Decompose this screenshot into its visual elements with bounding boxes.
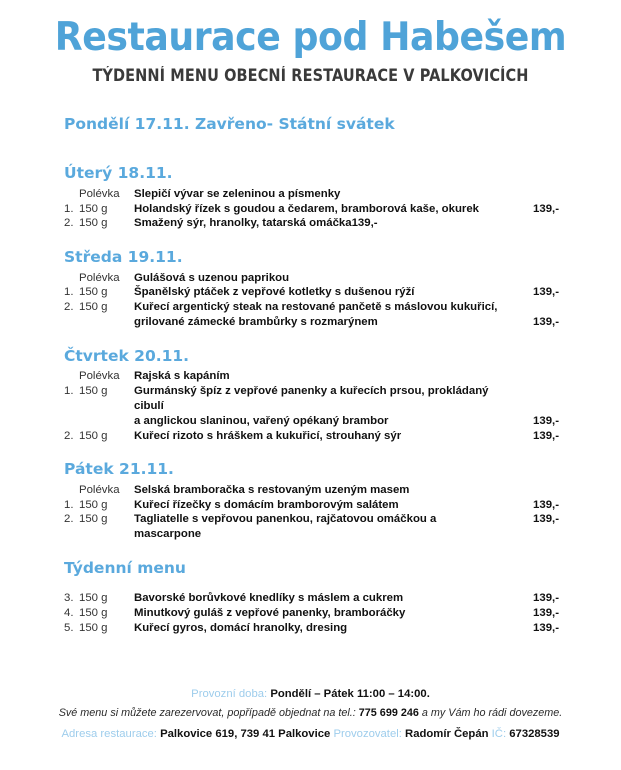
day-heading: Čtvrtek 20.11. [64, 346, 190, 365]
hours-value: Pondělí – Pátek 11:00 – 14:00 [270, 687, 427, 700]
menu-item-description: Rajská s kapáním [134, 370, 230, 383]
reservation-text-before: Své menu si můžete zarezervovat, popřípadě objednat na tel.: [58, 706, 356, 719]
menu-item-description: Kuřecí rizoto s hráškem a kukuřicí, strouhaný sýr [134, 429, 402, 442]
menu-item-weight: 150 g [79, 513, 108, 526]
menu-item-weight: 150 g [79, 217, 108, 230]
section-spacer [64, 330, 559, 347]
menu-item-row [64, 429, 559, 444]
menu-item-weight: 150 g [79, 429, 108, 442]
day-block [64, 164, 559, 231]
menu-item-row [64, 202, 559, 217]
day-block [64, 347, 559, 444]
menu-item-description: Holandský řízek s goudou a čedarem, bramborová kaše, okurek [134, 202, 480, 215]
day-block [64, 115, 559, 134]
phone-number[interactable]: 775 699 246 [358, 706, 419, 719]
menu-item-row [64, 384, 559, 414]
ico-label: IČ: [491, 727, 507, 740]
menu-item-number: 1. [64, 385, 74, 398]
menu-item-description: Bavorské borůvkové knedlíky s máslem a cukrem [134, 592, 404, 605]
address-label: Adresa restaurace: [61, 727, 157, 740]
footer-reservation-line [0, 706, 621, 722]
menu-item-price: 139,- [533, 513, 559, 526]
ico-value: 67328539 [509, 727, 560, 740]
menu-item-row [64, 414, 559, 429]
menu-item-number: 2. [64, 513, 74, 526]
weekly-items-container [64, 591, 559, 635]
menu-item-description: Kuřecí řízečky s domácím bramborovým salátem [134, 498, 399, 511]
menu-content [0, 115, 621, 636]
menu-item-weight: 150 g [79, 606, 108, 619]
day-heading: Úterý 18.11. [64, 164, 173, 183]
menu-item-weight: 150 g [79, 621, 108, 634]
menu-item-row [64, 315, 559, 330]
section-spacer [64, 134, 559, 164]
section-spacer [64, 231, 559, 248]
page-footer [0, 686, 621, 746]
menu-item-number: 1. [64, 286, 74, 299]
hours-period: . [426, 687, 430, 700]
menu-item-row [64, 300, 559, 315]
operator-value: Radomír Čepán [405, 727, 489, 740]
menu-item-row [64, 216, 559, 231]
menu-item-description: Smažený sýr, hranolky, tatarská omáčka139,- [134, 217, 378, 230]
menu-item-description: Minutkový guláš z vepřové panenky, bramboráčky [134, 606, 406, 619]
menu-item-course-label: Polévka [79, 483, 120, 496]
menu-item-description: Španělský ptáček z vepřové kotletky s dušenou rýží [134, 286, 415, 299]
menu-item-weight: 150 g [79, 202, 108, 215]
menu-item-price: 139,- [533, 621, 559, 634]
footer-hours-line [0, 686, 621, 702]
menu-item-description: Gurmánský špíz z vepřové panenky a kuřecích prsou, prokládaný cibulí [134, 385, 489, 412]
day-heading: Středa 19.11. [64, 248, 183, 267]
page-title: Restaurace pod Habešem [54, 15, 567, 60]
menu-item-description: Slepičí vývar se zeleninou a písmenky [134, 187, 341, 200]
hours-label: Provozní doba: [191, 687, 268, 700]
menu-item-description: Tagliatelle s vepřovou panenkou, rajčatovou omáčkou a mascarpone [134, 513, 437, 541]
page-header [0, 0, 621, 85]
menu-item-row [64, 369, 559, 384]
reservation-text-after: a my Vám ho rádi dovezeme. [421, 706, 563, 719]
days-container [64, 115, 559, 559]
menu-item-description: grilované zámecké brambůrky s rozmarýnem [134, 316, 378, 329]
menu-item-row [64, 498, 559, 513]
menu-item-price: 139,- [533, 498, 559, 511]
menu-item-description: Gulášová s uzenou paprikou [134, 271, 290, 284]
section-spacer [64, 443, 559, 460]
menu-item-weight: 150 g [79, 286, 108, 299]
menu-item-weight: 150 g [79, 592, 108, 605]
menu-item-number: 4. [64, 606, 74, 619]
menu-item-weight: 150 g [79, 301, 108, 314]
menu-item-row [64, 285, 559, 300]
menu-item-row [64, 512, 559, 542]
menu-item-weight: 150 g [79, 385, 108, 398]
menu-item-weight: 150 g [79, 498, 108, 511]
menu-item-price: 139,- [533, 414, 559, 427]
menu-item-price: 139,- [533, 429, 559, 442]
operator-label: Provozovatel: [333, 727, 402, 740]
menu-item-row [64, 187, 559, 202]
address-value: Palkovice 619, 739 41 Palkovice [160, 727, 331, 740]
menu-item-row [64, 483, 559, 498]
day-block [64, 248, 559, 330]
menu-item-course-label: Polévka [79, 271, 120, 284]
menu-item-number: 1. [64, 498, 74, 511]
page-subtitle: TÝDENNÍ MENU OBECNÍ RESTAURACE V PALKOVICÍCH [92, 66, 529, 85]
section-spacer [64, 542, 559, 559]
menu-item-description: Selská bramboračka s restovaným uzeným masem [134, 483, 410, 496]
menu-item-price: 139,- [533, 592, 559, 605]
menu-item-number: 2. [64, 429, 74, 442]
menu-item-price: 139,- [533, 286, 559, 299]
menu-item-price: 139,- [533, 606, 559, 619]
menu-item-description: Kuřecí gyros, domácí hranolky, dresing [134, 621, 348, 634]
menu-item-price: 139,- [533, 202, 559, 215]
menu-item-number: 2. [64, 217, 74, 230]
menu-item-number: 2. [64, 301, 74, 314]
menu-item-course-label: Polévka [79, 187, 120, 200]
menu-item-price: 139,- [533, 316, 559, 329]
menu-item-row [64, 621, 559, 636]
day-heading: Pátek 21.11. [64, 460, 174, 479]
menu-item-number: 3. [64, 592, 74, 605]
menu-item-course-label: Polévka [79, 370, 120, 383]
menu-item-row [64, 591, 559, 606]
menu-item-description: a anglickou slaninou, vařený opékaný brambor [134, 414, 389, 427]
footer-address-line [0, 726, 621, 742]
menu-item-row [64, 271, 559, 286]
menu-item-description: Kuřecí argentický steak na restované pančetě s máslovou kukuřicí, [134, 301, 498, 314]
menu-item-row [64, 606, 559, 621]
weekly-menu-heading: Týdenní menu [64, 559, 186, 578]
day-block [64, 460, 559, 542]
day-heading: Pondělí 17.11. Zavřeno- Státní svátek [64, 115, 395, 133]
menu-item-number: 1. [64, 202, 74, 215]
menu-item-number: 5. [64, 621, 74, 634]
